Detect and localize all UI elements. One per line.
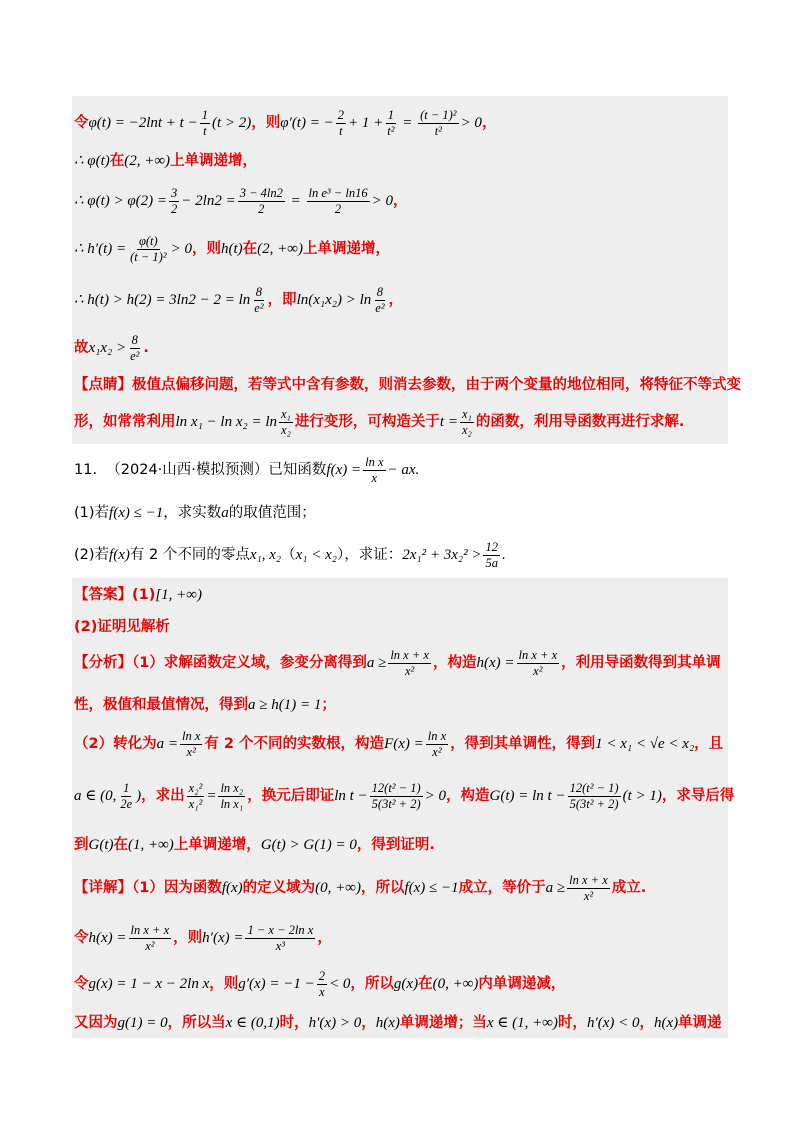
text-span: (2, +∞) bbox=[257, 241, 303, 257]
text-span: 有 2 个不同的零点 bbox=[129, 547, 250, 563]
text-span: < 0 bbox=[329, 976, 351, 992]
answer-line-2 bbox=[74, 616, 728, 638]
problem-q2 bbox=[74, 536, 728, 574]
text-span: ，得到证明. bbox=[356, 837, 435, 853]
fraction bbox=[128, 234, 168, 265]
text-span: 单调递 bbox=[678, 1015, 722, 1031]
text-span: 【答案】(1) bbox=[74, 587, 156, 603]
text-span: . bbox=[501, 547, 506, 563]
text-span: G(t) = ln t − bbox=[489, 788, 566, 804]
text-span: e² bbox=[375, 300, 385, 315]
text-span: 令 bbox=[74, 976, 89, 992]
fraction bbox=[129, 923, 172, 954]
text-span: x² bbox=[533, 663, 543, 678]
text-span: ，构造 bbox=[446, 788, 490, 804]
text-span: ，求出 bbox=[141, 788, 185, 804]
fraction bbox=[307, 186, 370, 217]
text-span: ，构造 bbox=[432, 655, 477, 671]
text-span: 单调递增；当 bbox=[399, 1015, 487, 1031]
fraction bbox=[567, 873, 610, 904]
text-span: x² bbox=[405, 663, 415, 678]
text-span: 成立，等价于 bbox=[458, 880, 546, 896]
detail-line-4 bbox=[74, 1012, 728, 1034]
text-span: 在 bbox=[113, 837, 128, 853]
text-span: 8 bbox=[376, 284, 384, 299]
text-span: x ∈ (0,1) bbox=[225, 1015, 280, 1031]
text-span: e² bbox=[130, 348, 140, 363]
solution-line-6 bbox=[74, 330, 728, 366]
text-span: （2024·山西·模拟预测）已知函数 bbox=[106, 462, 327, 478]
text-span: ln x bbox=[427, 728, 447, 743]
fraction bbox=[460, 407, 474, 438]
problem-q1 bbox=[74, 502, 728, 524]
fraction bbox=[363, 455, 385, 486]
text-span: (t − 1)² bbox=[130, 249, 167, 264]
text-span: 3 bbox=[171, 185, 178, 200]
text-span: > 0 bbox=[170, 241, 192, 257]
fraction bbox=[245, 923, 315, 954]
text-span: a = bbox=[156, 736, 178, 752]
fraction bbox=[118, 781, 134, 812]
fraction bbox=[279, 407, 293, 438]
text-span: ， bbox=[317, 930, 332, 946]
text-span: 上单调递增， bbox=[302, 241, 390, 257]
fraction bbox=[370, 781, 423, 812]
text-span: ，换元后即证 bbox=[247, 788, 335, 804]
text-span: 进行变形，可构造关于 bbox=[294, 414, 440, 430]
text-span: ln x + x bbox=[518, 647, 558, 662]
text-span: 的函数，利用导函数再进行求解. bbox=[475, 414, 685, 430]
detail-line-2 bbox=[74, 918, 728, 958]
text-span: (2)证明见解析 bbox=[74, 619, 170, 635]
fraction bbox=[385, 108, 396, 139]
text-span: 到 bbox=[74, 837, 89, 853]
text-span: 在 bbox=[109, 153, 125, 169]
text-span: − 2ln2 = bbox=[181, 193, 236, 209]
analysis-line-3 bbox=[74, 724, 728, 764]
text-span: ln(x₁x₂) > ln bbox=[296, 292, 372, 308]
detail-line-3 bbox=[74, 966, 728, 1002]
text-span: x₁² bbox=[188, 796, 203, 811]
text-span: > 0 bbox=[424, 788, 447, 804]
math: φ(t) = −2lnt + t − bbox=[88, 115, 198, 131]
fraction bbox=[483, 540, 500, 571]
analysis-line-2 bbox=[74, 694, 728, 716]
detail-line-1 bbox=[74, 868, 728, 908]
text-span: ，求导后得 bbox=[661, 788, 735, 804]
text-span: ln x₁ − ln x₂ = ln bbox=[175, 414, 277, 430]
text-span: ∴ h(t) > h(2) = 3ln2 − 2 = ln bbox=[74, 292, 251, 308]
fraction bbox=[169, 186, 179, 217]
text-span: x³ bbox=[275, 938, 286, 953]
text-span: 2e bbox=[120, 796, 133, 811]
text-span: φ(t) bbox=[138, 233, 158, 248]
text-span: e² bbox=[254, 300, 264, 315]
text-span: t = bbox=[439, 414, 458, 430]
math: > 0 bbox=[460, 115, 482, 131]
text-span: h(t) bbox=[220, 241, 243, 257]
analysis-line-1 bbox=[74, 644, 728, 682]
fraction bbox=[373, 285, 386, 316]
text-span: > 0 bbox=[371, 193, 393, 209]
text-span: ，则 bbox=[191, 241, 221, 257]
text-span: G(t) > G(1) = 0 bbox=[260, 837, 357, 853]
math: (t > 2) bbox=[211, 115, 252, 131]
text-span: a ≥ bbox=[366, 655, 387, 671]
fraction bbox=[517, 648, 560, 679]
text-span: 2x₁² + 3x₂² > bbox=[402, 547, 482, 563]
text-span: (0, +∞) bbox=[315, 880, 361, 896]
text-span: x² bbox=[186, 744, 196, 759]
text-span: 【分析】（1）求解函数定义域，参变分离得到 bbox=[74, 655, 367, 671]
text-span: ln x + x bbox=[390, 647, 429, 662]
text-span: 成立. bbox=[611, 880, 647, 896]
analysis-line-4 bbox=[74, 774, 735, 818]
text-span: ， bbox=[388, 292, 404, 308]
text-span: 1 bbox=[201, 107, 208, 122]
text-span: x² bbox=[583, 888, 594, 903]
text-span: x² bbox=[432, 744, 442, 759]
text-span: 又因为 bbox=[74, 1015, 118, 1031]
math: φ′(t) = − bbox=[280, 115, 334, 131]
text-span: g(x) = 1 − x − 2ln x bbox=[88, 976, 210, 992]
text-span: ，且 bbox=[694, 736, 724, 752]
text-span: a ∈ (0, bbox=[74, 788, 117, 804]
text-span: ∴ φ(t) > φ(2) = bbox=[74, 193, 168, 209]
fraction bbox=[388, 648, 431, 679]
text-span: ，利用导函数得到其单调 bbox=[561, 655, 721, 671]
text-span: f(x) bbox=[221, 880, 243, 896]
text-span: x₁ < x₂ bbox=[295, 547, 337, 563]
text-span: h′(x) > 0 bbox=[308, 1015, 362, 1031]
text-span: h′(x) = bbox=[202, 930, 244, 946]
fraction bbox=[128, 333, 141, 364]
math: + 1 + bbox=[347, 115, 384, 131]
text-span: . bbox=[143, 340, 149, 356]
fraction bbox=[180, 729, 202, 760]
text-span: (0, +∞) bbox=[432, 976, 479, 992]
text-span: ），求证： bbox=[336, 547, 403, 563]
text-span: ， bbox=[361, 1015, 376, 1031]
text-span: ln x + x bbox=[130, 922, 170, 937]
text-span: 5a bbox=[485, 555, 498, 570]
solution-line-3 bbox=[74, 184, 728, 218]
text-span: 2 bbox=[337, 107, 344, 122]
fraction bbox=[568, 781, 621, 812]
text-span: ，则 bbox=[209, 976, 239, 992]
text-span: ln x bbox=[365, 454, 384, 469]
text-span: 故 bbox=[74, 340, 89, 356]
analysis-line-5 bbox=[74, 834, 728, 856]
text-span: (t > 1) bbox=[622, 788, 662, 804]
text-span: a ≥ h(1) = 1 bbox=[248, 697, 322, 713]
solution-line-5 bbox=[74, 282, 728, 318]
text-span: ， bbox=[392, 193, 408, 209]
text-span: 8 bbox=[131, 332, 138, 347]
solution-line-2 bbox=[74, 150, 728, 172]
text-span: t² bbox=[387, 123, 395, 138]
text-span: 12(t² − 1) bbox=[371, 780, 421, 795]
text-span: ； bbox=[321, 697, 336, 713]
text-span: x₁, x₂ bbox=[249, 547, 282, 563]
text-span: x₁ bbox=[281, 406, 291, 421]
text-span: 5(3t² + 2) bbox=[371, 796, 421, 811]
text-span: 1 < x₁ < √e < x₂ bbox=[595, 736, 695, 752]
text-span: a ≥ bbox=[545, 880, 566, 896]
fraction bbox=[218, 781, 245, 812]
text-span: f(x) ≤ −1 bbox=[109, 505, 164, 521]
dianjing-line-1 bbox=[74, 374, 741, 396]
text-span: (2, +∞) bbox=[124, 153, 171, 169]
text-span: (t − 1)² bbox=[420, 107, 457, 122]
text-span: 令 bbox=[74, 930, 89, 946]
text-span: 性，极值和最值情况，得到 bbox=[74, 697, 248, 713]
text-span: = bbox=[206, 788, 217, 804]
text-span: ， bbox=[639, 1015, 654, 1031]
text-span: g′(x) = −1 − bbox=[238, 976, 315, 992]
text-span: (2)若 bbox=[74, 547, 110, 563]
text-span: 有 2 个不同的实数根，构造 bbox=[204, 736, 385, 752]
text-span: ，求实数 bbox=[163, 505, 222, 521]
text-span: 上单调递增， bbox=[170, 153, 258, 169]
text-span: ln x + x bbox=[569, 872, 608, 887]
math-operator: = bbox=[286, 193, 305, 209]
text-span: ∴ h′(t) = bbox=[74, 241, 127, 257]
solution-line-1 bbox=[74, 106, 728, 140]
dianjing-line-2 bbox=[74, 404, 728, 440]
text-span: ，所以 bbox=[360, 880, 405, 896]
text-span: 【详解】（1）因为函数 bbox=[74, 880, 222, 896]
fraction bbox=[187, 781, 205, 812]
text-span: 2 bbox=[258, 201, 265, 216]
text-span: 2 bbox=[318, 968, 326, 983]
fraction bbox=[238, 186, 285, 217]
text-span: x₁x₂ > bbox=[88, 340, 127, 356]
text-span: 内单调递减， bbox=[478, 976, 566, 992]
text-span: h(x) bbox=[654, 1015, 679, 1031]
text-span: f(x) bbox=[109, 547, 130, 563]
text-span: 形，如常常利用 bbox=[74, 414, 176, 430]
text-span: ，则 bbox=[173, 930, 203, 946]
text-span: 上单调递增， bbox=[173, 837, 261, 853]
text-span: 1 bbox=[387, 107, 394, 122]
solution-line-4 bbox=[74, 230, 728, 268]
text-span: x₂² bbox=[188, 780, 203, 795]
text-span: 时， bbox=[557, 1015, 587, 1031]
fraction bbox=[418, 108, 458, 139]
text-span: x₂ bbox=[461, 422, 472, 437]
text-span: g(x) bbox=[393, 976, 419, 992]
text-span: 2 bbox=[334, 201, 342, 216]
text-span: 3 − 4ln2 bbox=[239, 185, 283, 200]
text-span: x bbox=[371, 470, 378, 485]
text-span: t² bbox=[434, 123, 442, 138]
text-span: h′(x) < 0 bbox=[586, 1015, 640, 1031]
fraction bbox=[317, 969, 327, 1000]
text-span: (1)若 bbox=[74, 505, 110, 521]
text-span: a bbox=[221, 505, 229, 521]
text-span: 5(3t² + 2) bbox=[569, 796, 619, 811]
text: 令 bbox=[74, 115, 89, 131]
text-span: − ax. bbox=[387, 462, 420, 478]
text-span: 的取值范围； bbox=[228, 505, 316, 521]
text-span: ln x bbox=[181, 728, 201, 743]
text-span: ln x₁ bbox=[220, 796, 244, 811]
text-span: ，所以 bbox=[350, 976, 394, 992]
text-span: x₁ bbox=[461, 406, 472, 421]
text-span: （2）转化为 bbox=[74, 736, 157, 752]
text-span: ，所以当 bbox=[167, 1015, 226, 1031]
text-span: ) bbox=[136, 788, 142, 804]
text-span: h(x) bbox=[375, 1015, 400, 1031]
text-span: (1, +∞) bbox=[128, 837, 174, 853]
text-span: [1, +∞) bbox=[155, 587, 202, 603]
text-span: 12 bbox=[485, 539, 498, 554]
text-span: 1 bbox=[123, 780, 130, 795]
text-span: h(x) = bbox=[476, 655, 515, 671]
text-span: 时， bbox=[279, 1015, 309, 1031]
math-operator: = bbox=[398, 115, 417, 131]
answer-line-1 bbox=[74, 584, 728, 606]
text-span: ，即 bbox=[267, 292, 297, 308]
fraction bbox=[200, 108, 210, 139]
text-span: 1 − x − 2ln x bbox=[247, 922, 314, 937]
fraction bbox=[336, 108, 346, 139]
fraction bbox=[426, 729, 448, 760]
text-span: h(x) = bbox=[88, 930, 127, 946]
text-span: x bbox=[319, 984, 325, 999]
text-span: F(x) = bbox=[384, 736, 424, 752]
text-span: 在 bbox=[418, 976, 433, 992]
text-span: 8 bbox=[255, 284, 263, 299]
text-span: 2 bbox=[171, 201, 178, 216]
text-span: x² bbox=[145, 938, 155, 953]
text-span: （ bbox=[281, 547, 296, 563]
fraction bbox=[252, 285, 265, 316]
text-span: ln e³ − ln16 bbox=[308, 185, 368, 200]
text-span: 11. bbox=[74, 462, 98, 478]
text-span: t bbox=[203, 123, 207, 138]
text: ， bbox=[481, 115, 497, 131]
text-span: 在 bbox=[242, 241, 258, 257]
text-span: G(t) bbox=[88, 837, 114, 853]
text-span: ln x₂ bbox=[220, 780, 244, 795]
text-span: f(x) = bbox=[326, 462, 362, 478]
text-span: x ∈ (1, +∞) bbox=[486, 1015, 558, 1031]
text-span: f(x) ≤ −1 bbox=[404, 880, 459, 896]
text-span: 的定义域为 bbox=[242, 880, 316, 896]
text-span: ln t − bbox=[334, 788, 368, 804]
text: ，则 bbox=[251, 115, 281, 131]
text-span: x₂ bbox=[281, 422, 291, 437]
text-span: g(1) = 0 bbox=[117, 1015, 168, 1031]
text-span: t bbox=[339, 123, 343, 138]
text-span: ∴ φ(t) bbox=[74, 153, 110, 169]
text-span: ，得到其单调性，得到 bbox=[450, 736, 596, 752]
problem-header bbox=[74, 452, 728, 488]
text-span: 12(t² − 1) bbox=[569, 780, 619, 795]
text-span: 【点睛】极值点偏移问题，若等式中含有参数，则消去参数，由于两个变量的地位相同，将特征不等式变 bbox=[74, 377, 741, 393]
